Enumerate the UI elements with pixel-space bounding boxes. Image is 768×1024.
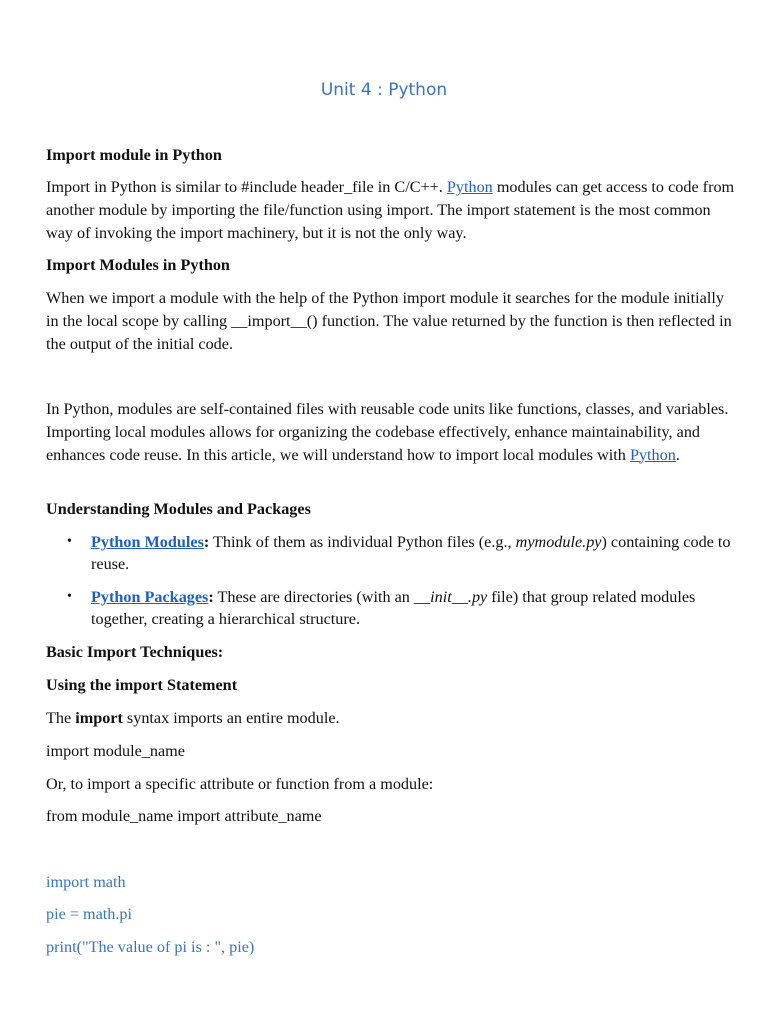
heading-import-module: Import module in Python xyxy=(46,146,222,164)
heading-import-modules: Import Modules in Python xyxy=(46,256,230,274)
list-item-text: __ xyxy=(451,588,468,606)
code-line-3: print("The value of pi is : ", pie) xyxy=(46,938,255,956)
python-packages-link[interactable]: Python Packages xyxy=(91,588,209,606)
list-item-text: Think of them as individual Python files (e.g., xyxy=(209,533,516,551)
list-item-text: These are directories (with an __ xyxy=(213,588,431,606)
list-item-colon: : xyxy=(203,533,210,551)
code-line-1: import math xyxy=(46,873,126,891)
paragraph-import-attribute: Or, to import a specific attribute or function from a module: xyxy=(46,775,434,793)
list-item-text: ) containing code to reuse. xyxy=(91,533,731,574)
bullet-icon: • xyxy=(67,589,72,604)
list-item-emphasis: mymodule.py xyxy=(515,533,602,551)
list-item-python-packages xyxy=(91,586,731,631)
list-item-emphasis: .py xyxy=(467,588,488,606)
paragraph-text: In Python, modules are self-contained files with reusable code units like functions, classes, and variables. Importing local modules allows for organizing the codebase effectively, enhance maintainability, and enhances code reuse. In this article, we will understand how to import local modules with xyxy=(46,400,729,464)
list-item-python-modules xyxy=(91,531,731,576)
page-title: Unit 4 : Python xyxy=(320,80,448,100)
list-item-text: file) that group related modules together, creating a hierarchical structure. xyxy=(91,588,696,629)
paragraph-import-search: When we import a module with the help of the Python import module it searches for the module initially in the local scope by calling __import__() function. The value returned by the function is then reflected in the output of the initial code. xyxy=(46,289,732,353)
example-import-module: import module_name xyxy=(46,742,185,760)
paragraph-text: . xyxy=(675,445,680,464)
python-link[interactable]: Python xyxy=(446,178,493,196)
paragraph-import-intro xyxy=(46,176,736,244)
example-from-import: from module_name import attribute_name xyxy=(46,807,322,825)
heading-using-import: Using the import Statement xyxy=(46,676,238,694)
bullet-icon: • xyxy=(67,534,72,549)
list-item-colon: : xyxy=(208,588,214,606)
code-line-2: pie = math.pi xyxy=(46,905,133,923)
paragraph-text: modules can get access to code from another module by importing the file/function using import. The import statement is the most common way of invoking the import machinery, but it is not the only way. xyxy=(46,178,735,242)
paragraph-import-syntax xyxy=(46,707,736,730)
heading-basic-import: Basic Import Techniques: xyxy=(46,643,224,661)
keyword-import: import xyxy=(75,709,123,727)
python-modules-link[interactable]: Python Modules xyxy=(91,533,204,551)
heading-understanding: Understanding Modules and Packages xyxy=(46,500,311,518)
python-link[interactable]: Python xyxy=(629,445,676,464)
list-item-emphasis: init xyxy=(430,588,452,606)
paragraph-text: The xyxy=(46,709,76,727)
paragraph-text: Import in Python is similar to #include header_file in C/C++. xyxy=(46,178,447,196)
paragraph-text: syntax imports an entire module. xyxy=(122,709,340,727)
paragraph-modules-overview xyxy=(46,398,736,466)
